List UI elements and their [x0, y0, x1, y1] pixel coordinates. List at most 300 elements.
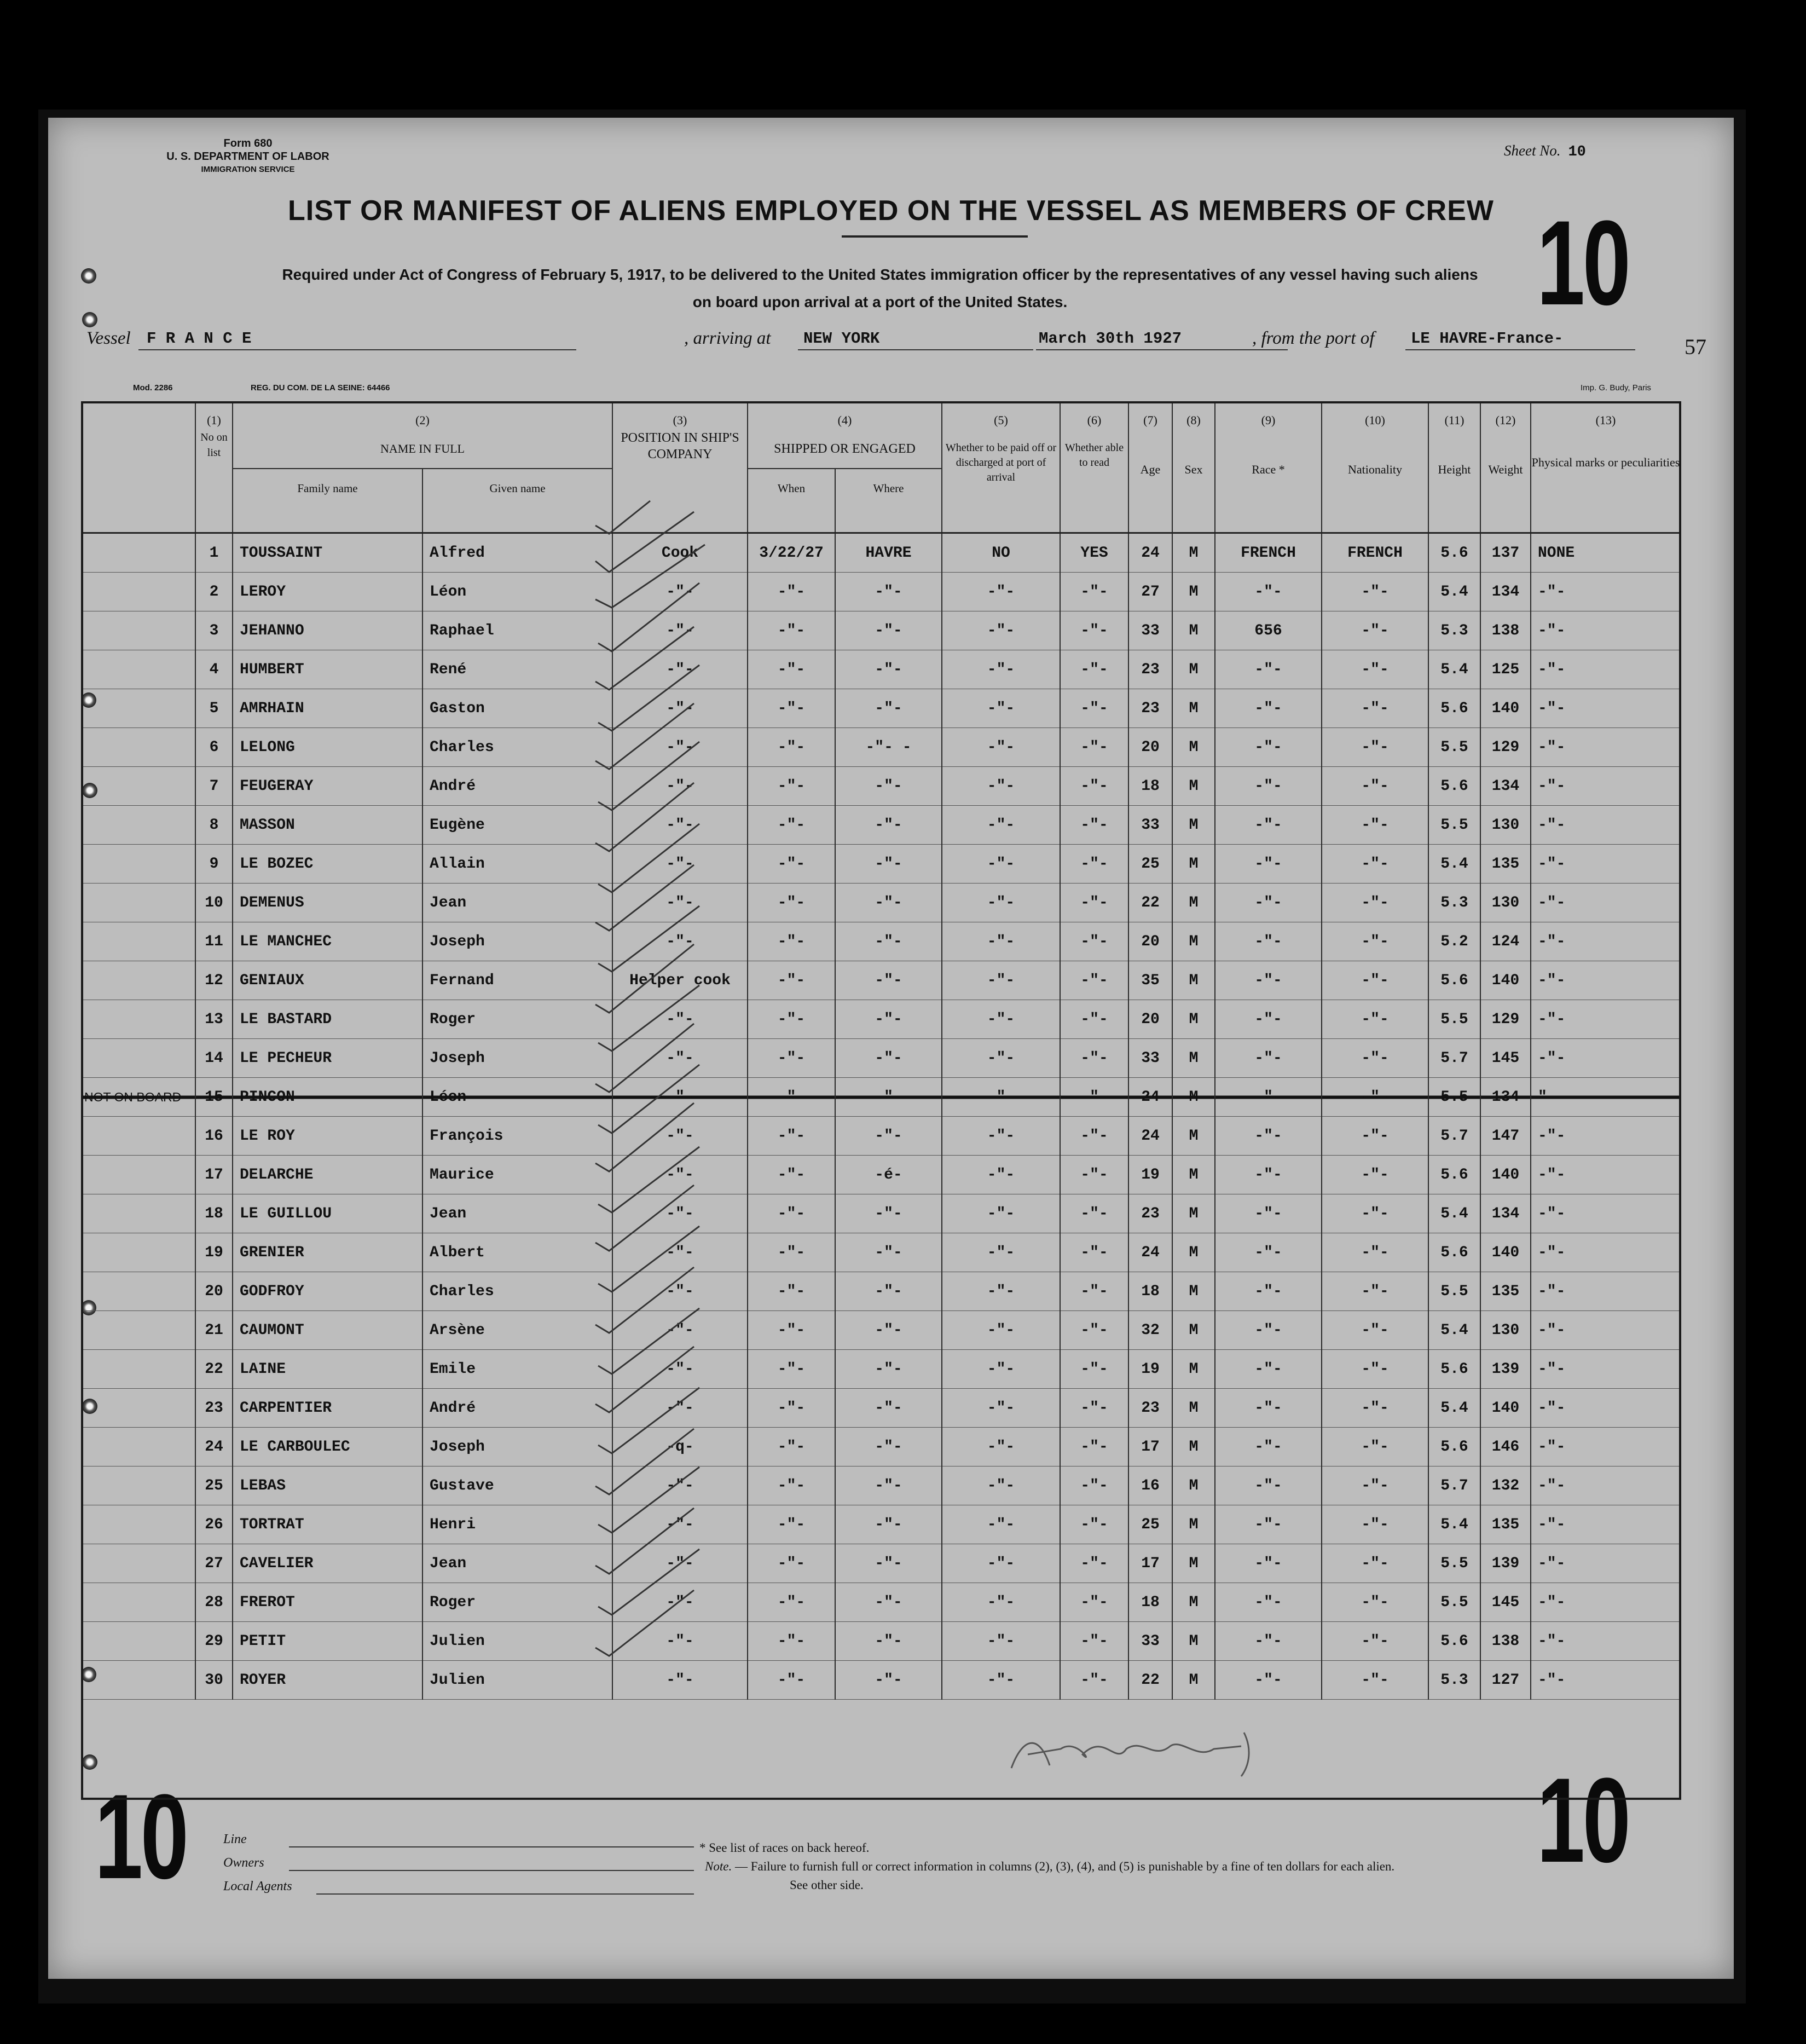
given-name: Jean	[422, 1194, 612, 1233]
col-num-13: (13)	[1531, 402, 1680, 430]
nationality: -"-	[1322, 1117, 1428, 1156]
position: -"-	[612, 650, 748, 689]
given-name: Joseph	[422, 922, 612, 961]
paid-off: NO	[942, 533, 1060, 573]
nationality: -"-	[1322, 845, 1428, 884]
shipped-where: -"-	[835, 611, 942, 650]
able-to-read: -"-	[1060, 650, 1128, 689]
weight: 134	[1480, 573, 1531, 611]
checkmark-pen-stroke	[595, 1429, 694, 1494]
sex: M	[1172, 650, 1215, 689]
row-number: 19	[195, 1233, 233, 1272]
given-name: Gaston	[422, 689, 612, 728]
paid-off: -"-	[942, 611, 1060, 650]
height: 5.7	[1428, 1466, 1480, 1505]
shipped-when: -"-	[748, 1466, 835, 1505]
weight: 127	[1480, 1661, 1531, 1700]
family-name: CAUMONT	[233, 1311, 422, 1350]
nationality: -"-	[1322, 1311, 1428, 1350]
shipped-when: -"-	[748, 1350, 835, 1389]
weight: 124	[1480, 922, 1531, 961]
shipped-where: -"-	[835, 1194, 942, 1233]
race: -"-	[1215, 650, 1322, 689]
shipped-where: -"-	[835, 1389, 942, 1428]
shipped-where: -"-	[835, 573, 942, 611]
shipped-where: -"-	[835, 650, 942, 689]
paid-off: -"-	[942, 1544, 1060, 1583]
shipped-where: -"-	[835, 1350, 942, 1389]
shipped-when: -"-	[748, 1156, 835, 1194]
age: 23	[1128, 689, 1172, 728]
physical-marks: -"-	[1531, 845, 1680, 884]
row-number: 28	[195, 1583, 233, 1622]
paid-off: -"-	[942, 1000, 1060, 1039]
position: -"-	[612, 689, 748, 728]
shipped-when: -"-	[748, 1622, 835, 1661]
row-number: 1	[195, 533, 233, 573]
weight: 138	[1480, 1622, 1531, 1661]
paid-off: -"-	[942, 1117, 1060, 1156]
sex: M	[1172, 573, 1215, 611]
position: -"-	[612, 1544, 748, 1583]
shipped-where: -"-	[835, 1622, 942, 1661]
able-to-read: -"-	[1060, 1233, 1128, 1272]
shipped-where: -"-	[835, 1544, 942, 1583]
footer-agents-label: Local Agents	[223, 1879, 292, 1893]
row-number: 24	[195, 1428, 233, 1466]
shipped-when: -"-	[748, 1311, 835, 1350]
age: 32	[1128, 1311, 1172, 1350]
height: 5.7	[1428, 1117, 1480, 1156]
able-to-read: -"-	[1060, 884, 1128, 922]
nationality: -"-	[1322, 1078, 1428, 1117]
from-port-label: , from the port of	[1252, 328, 1375, 348]
weight: 130	[1480, 884, 1531, 922]
paid-off: "	[942, 1078, 1060, 1117]
race: -"-	[1215, 1428, 1322, 1466]
row-number: 7	[195, 767, 233, 806]
shipped-where: -"-	[835, 767, 942, 806]
checkmark-pen-stroke	[598, 1467, 699, 1533]
position: -"-	[612, 1000, 748, 1039]
height: 5.6	[1428, 961, 1480, 1000]
given-name: Charles	[422, 1272, 612, 1311]
shipped-where: -"-	[835, 1233, 942, 1272]
able-to-read: -"-	[1060, 1583, 1128, 1622]
given-name: Alfred	[422, 533, 612, 573]
age: 33	[1128, 806, 1172, 845]
header-weight: Weight	[1480, 430, 1531, 533]
given-name: Julien	[422, 1622, 612, 1661]
position: -"-	[612, 1194, 748, 1233]
row-number: 3	[195, 611, 233, 650]
race: 656	[1215, 611, 1322, 650]
shipped-where: -"-	[835, 1117, 942, 1156]
checkmark-pen-stroke	[598, 1549, 699, 1615]
row-number: 27	[195, 1544, 233, 1583]
given-name: Julien	[422, 1661, 612, 1700]
row-number: 30	[195, 1661, 233, 1700]
given-name: Jean	[422, 1544, 612, 1583]
height: 5.4	[1428, 1505, 1480, 1544]
arrival-date: March 30th 1927	[1039, 330, 1182, 348]
family-name: MASSON	[233, 806, 422, 845]
position: -"-	[612, 1078, 748, 1117]
height: 5.3	[1428, 884, 1480, 922]
checkmark-pen-stroke	[598, 742, 699, 810]
paid-off: -"-	[942, 922, 1060, 961]
sex: M	[1172, 884, 1215, 922]
vessel-label: Vessel	[86, 328, 131, 348]
height: 5.6	[1428, 533, 1480, 573]
weight: 140	[1480, 689, 1531, 728]
height: 5.5	[1428, 1272, 1480, 1311]
position: -"-	[612, 1661, 748, 1700]
race: FRENCH	[1215, 533, 1322, 573]
race: -"-	[1215, 961, 1322, 1000]
form-number: Form 680	[223, 137, 273, 149]
shipped-when: -"-	[748, 1194, 835, 1233]
row-number: 18	[195, 1194, 233, 1233]
age: 33	[1128, 1039, 1172, 1078]
weight: 139	[1480, 1544, 1531, 1583]
checkmark-pen-stroke	[598, 824, 699, 892]
age: 22	[1128, 1661, 1172, 1700]
header-race: Race *	[1215, 430, 1322, 533]
shipped-when: -"-	[748, 1272, 835, 1311]
family-name: TORTRAT	[233, 1505, 422, 1544]
checkmark-pen-stroke	[595, 703, 694, 769]
age: 35	[1128, 961, 1172, 1000]
height: 5.5	[1428, 1544, 1480, 1583]
col-num-7: (7)	[1128, 402, 1172, 430]
row-number: 15	[195, 1078, 233, 1117]
physical-marks: -"-	[1531, 922, 1680, 961]
weight: 140	[1480, 1233, 1531, 1272]
physical-marks: -"-	[1531, 767, 1680, 806]
given-name: Allain	[422, 845, 612, 884]
paid-off: -"-	[942, 1311, 1060, 1350]
footer-agents-rule	[316, 1893, 694, 1895]
age: 25	[1128, 1505, 1172, 1544]
shipped-where: -"-	[835, 1311, 942, 1350]
paid-off: -"-	[942, 1272, 1060, 1311]
mod-number: Mod. 2286	[133, 383, 173, 392]
family-name: ROYER	[233, 1661, 422, 1700]
shipped-when: -"-	[748, 1583, 835, 1622]
sex: M	[1172, 1622, 1215, 1661]
row-number: 25	[195, 1466, 233, 1505]
physical-marks: -"-	[1531, 884, 1680, 922]
race: -"-	[1215, 1039, 1322, 1078]
header-given-name: Given name	[422, 469, 612, 507]
header-paid-off: Whether to be paid off or discharged at port of arrival	[942, 430, 1060, 533]
race: -"-	[1215, 1622, 1322, 1661]
family-name: FEUGERAY	[233, 767, 422, 806]
family-name: LEROY	[233, 573, 422, 611]
row-number: 2	[195, 573, 233, 611]
height: 5.4	[1428, 650, 1480, 689]
nationality: -"-	[1322, 1389, 1428, 1428]
paid-off: -"-	[942, 1039, 1060, 1078]
footer-line-rule	[289, 1846, 694, 1847]
weight: 135	[1480, 1505, 1531, 1544]
row-number: 6	[195, 728, 233, 767]
shipped-where: -"-	[835, 1272, 942, 1311]
paid-off: -"-	[942, 573, 1060, 611]
sex: M	[1172, 1194, 1215, 1233]
position: -"-	[612, 806, 748, 845]
nationality: -"-	[1322, 1156, 1428, 1194]
height: 5.6	[1428, 1350, 1480, 1389]
nationality: -"-	[1322, 1272, 1428, 1311]
given-name: Eugène	[422, 806, 612, 845]
shipped-when: -"-	[748, 573, 835, 611]
checkmark-pen-stroke	[598, 1065, 699, 1133]
family-name: TOUSSAINT	[233, 533, 422, 573]
row-number: 14	[195, 1039, 233, 1078]
checkmark-pen-stroke	[598, 1226, 699, 1292]
weight: 135	[1480, 1272, 1531, 1311]
stamp-number-top: 10	[1537, 195, 1629, 330]
weight: 129	[1480, 728, 1531, 767]
paid-off: -"-	[942, 1466, 1060, 1505]
physical-marks: NONE	[1531, 533, 1680, 573]
sex: M	[1172, 1505, 1215, 1544]
height: 5.5	[1428, 1078, 1480, 1117]
shipped-where: -"-	[835, 1583, 942, 1622]
weight: 134	[1480, 1194, 1531, 1233]
nationality: -"-	[1322, 961, 1428, 1000]
family-name: HUMBERT	[233, 650, 422, 689]
shipped-where: -"-	[835, 1661, 942, 1700]
family-name: LE BASTARD	[233, 1000, 422, 1039]
shipped-where: -"-	[835, 961, 942, 1000]
shipped-where: -"-	[835, 689, 942, 728]
sheet-value: 10	[1568, 144, 1586, 160]
shipped-where: -"-	[835, 1466, 942, 1505]
paid-off: -"-	[942, 650, 1060, 689]
row-number: 20	[195, 1272, 233, 1311]
height: 5.2	[1428, 922, 1480, 961]
paid-off: -"-	[942, 689, 1060, 728]
able-to-read: -"-	[1060, 1544, 1128, 1583]
race: -"-	[1215, 1544, 1322, 1583]
given-name: Charles	[422, 728, 612, 767]
height: 5.6	[1428, 767, 1480, 806]
nationality: -"-	[1322, 1544, 1428, 1583]
footer-note-text: — Failure to furnish full or correct information in columns (2), (3), (4), and (5) is punishable by a fine of ten dollars for each alien.	[732, 1860, 1395, 1873]
physical-marks: -"-	[1531, 689, 1680, 728]
given-name: Léon	[422, 1078, 612, 1117]
height: 5.6	[1428, 1428, 1480, 1466]
sex: M	[1172, 611, 1215, 650]
physical-marks: -"-	[1531, 1661, 1680, 1700]
paid-off: -"-	[942, 767, 1060, 806]
sex: M	[1172, 806, 1215, 845]
age: 17	[1128, 1428, 1172, 1466]
header-family-name: Family name	[233, 469, 422, 507]
header-nationality: Nationality	[1322, 430, 1428, 533]
able-to-read: -"-	[1060, 1000, 1128, 1039]
sex: M	[1172, 1311, 1215, 1350]
col-num-11: (11)	[1428, 402, 1480, 430]
age: 23	[1128, 650, 1172, 689]
stamp-number-bottom-left: 10	[95, 1769, 187, 1904]
position: -"-	[612, 1389, 748, 1428]
footer-owners-rule	[289, 1870, 694, 1871]
able-to-read: -"-	[1060, 1156, 1128, 1194]
weight: 145	[1480, 1039, 1531, 1078]
physical-marks: -"-	[1531, 1117, 1680, 1156]
subtitle-line-1: Required under Act of Congress of February 5, 1917, to be delivered to the United States immigration officer by the representatives of any vessel having such aliens	[282, 266, 1478, 283]
age: 17	[1128, 1544, 1172, 1583]
sex: M	[1172, 1350, 1215, 1389]
shipped-when: -"-	[748, 806, 835, 845]
family-name: DEMENUS	[233, 884, 422, 922]
col-num-10: (10)	[1322, 402, 1428, 430]
nationality: -"-	[1322, 1622, 1428, 1661]
given-name: Gustave	[422, 1466, 612, 1505]
given-name: André	[422, 1389, 612, 1428]
given-name: Maurice	[422, 1156, 612, 1194]
position: -"-	[612, 1233, 748, 1272]
race: -"-	[1215, 1505, 1322, 1544]
header-height: Height	[1428, 430, 1480, 533]
family-name: DELARCHE	[233, 1156, 422, 1194]
shipped-when: -"-	[748, 1389, 835, 1428]
age: 24	[1128, 1078, 1172, 1117]
age: 23	[1128, 1194, 1172, 1233]
shipped-when: -"-	[748, 611, 835, 650]
paid-off: -"-	[942, 1389, 1060, 1428]
row-number: 23	[195, 1389, 233, 1428]
checkmark-pen-stroke	[595, 1590, 694, 1656]
family-name: AMRHAIN	[233, 689, 422, 728]
race: -"-	[1215, 728, 1322, 767]
weight: 132	[1480, 1466, 1531, 1505]
checkmark-pen-stroke	[595, 501, 650, 534]
race: -"-	[1215, 1661, 1322, 1700]
physical-marks: -"-	[1531, 806, 1680, 845]
shipped-where: -é-	[835, 1156, 942, 1194]
age: 19	[1128, 1156, 1172, 1194]
shipped-when: -"-	[748, 1544, 835, 1583]
able-to-read: -"-	[1060, 1505, 1128, 1544]
shipped-where: -"-	[835, 1000, 942, 1039]
race: -"-	[1215, 1389, 1322, 1428]
header-physical-marks: Physical marks or peculiarities	[1531, 430, 1680, 533]
race: -"-	[1215, 1583, 1322, 1622]
age: 18	[1128, 767, 1172, 806]
race: -"-	[1215, 1156, 1322, 1194]
header-age: Age	[1128, 430, 1172, 533]
col-num-2: (2)	[233, 402, 612, 430]
nationality: -"-	[1322, 1233, 1428, 1272]
registration-number: REG. DU COM. DE LA SEINE: 64466	[251, 383, 390, 392]
col-num-9: (9)	[1215, 402, 1322, 430]
sex: M	[1172, 1156, 1215, 1194]
position: -q-	[612, 1428, 748, 1466]
family-name: PINCON	[233, 1078, 422, 1117]
age: 20	[1128, 1000, 1172, 1039]
position: -"-	[612, 611, 748, 650]
family-name: GENIAUX	[233, 961, 422, 1000]
height: 5.7	[1428, 1039, 1480, 1078]
shipped-when: -"-	[748, 1233, 835, 1272]
physical-marks: -"-	[1531, 573, 1680, 611]
height: 5.4	[1428, 1311, 1480, 1350]
row-number: 13	[195, 1000, 233, 1039]
nationality: -"-	[1322, 689, 1428, 728]
arriving-label: , arriving at	[684, 328, 771, 348]
family-name: LE CARBOULEC	[233, 1428, 422, 1466]
checkmark-overlay	[48, 118, 1734, 1979]
physical-marks: -"-	[1531, 1000, 1680, 1039]
position: -"-	[612, 1039, 748, 1078]
given-name: Jean	[422, 884, 612, 922]
page-number: 57	[1685, 334, 1706, 359]
origin-port: LE HAVRE-France-	[1411, 330, 1564, 348]
age: 16	[1128, 1466, 1172, 1505]
race: -"-	[1215, 573, 1322, 611]
shipped-where: -"-	[835, 1505, 942, 1544]
able-to-read: -"-	[1060, 767, 1128, 806]
position: -"-	[612, 1156, 748, 1194]
shipped-where: -"-	[835, 922, 942, 961]
able-to-read: -"-	[1060, 1194, 1128, 1233]
shipped-when: -"-	[748, 1661, 835, 1700]
weight: 145	[1480, 1583, 1531, 1622]
sex: M	[1172, 1466, 1215, 1505]
position: -"-	[612, 845, 748, 884]
race: -"-	[1215, 1078, 1322, 1117]
able-to-read: -"-	[1060, 689, 1128, 728]
able-to-read: -"-	[1060, 922, 1128, 961]
weight: 140	[1480, 961, 1531, 1000]
race: -"-	[1215, 1233, 1322, 1272]
physical-marks: -"-	[1531, 1350, 1680, 1389]
given-name: Emile	[422, 1350, 612, 1389]
col-num-12: (12)	[1480, 402, 1531, 430]
age: 33	[1128, 1622, 1172, 1661]
col-num-1: (1)	[195, 402, 233, 430]
physical-marks: -"-	[1531, 1622, 1680, 1661]
weight: 135	[1480, 845, 1531, 884]
weight: 125	[1480, 650, 1531, 689]
nationality: -"-	[1322, 922, 1428, 961]
family-name: LE BOZEC	[233, 845, 422, 884]
height: 5.5	[1428, 806, 1480, 845]
nationality: FRENCH	[1322, 533, 1428, 573]
able-to-read: -"-	[1060, 1389, 1128, 1428]
shipped-where: -"-	[835, 884, 942, 922]
footer-note	[705, 1860, 1581, 1874]
physical-marks: -"-	[1531, 728, 1680, 767]
weight: 146	[1480, 1428, 1531, 1466]
height: 5.6	[1428, 689, 1480, 728]
sex: M	[1172, 1078, 1215, 1117]
footer-owners-label: Owners	[223, 1856, 264, 1870]
able-to-read: "	[1060, 1078, 1128, 1117]
race: -"-	[1215, 1350, 1322, 1389]
race: -"-	[1215, 1311, 1322, 1350]
height: 5.6	[1428, 1156, 1480, 1194]
sex: M	[1172, 1428, 1215, 1466]
checkmark-pen-stroke	[595, 944, 694, 1013]
shipped-when: -"-	[748, 767, 835, 806]
position: -"-	[612, 728, 748, 767]
